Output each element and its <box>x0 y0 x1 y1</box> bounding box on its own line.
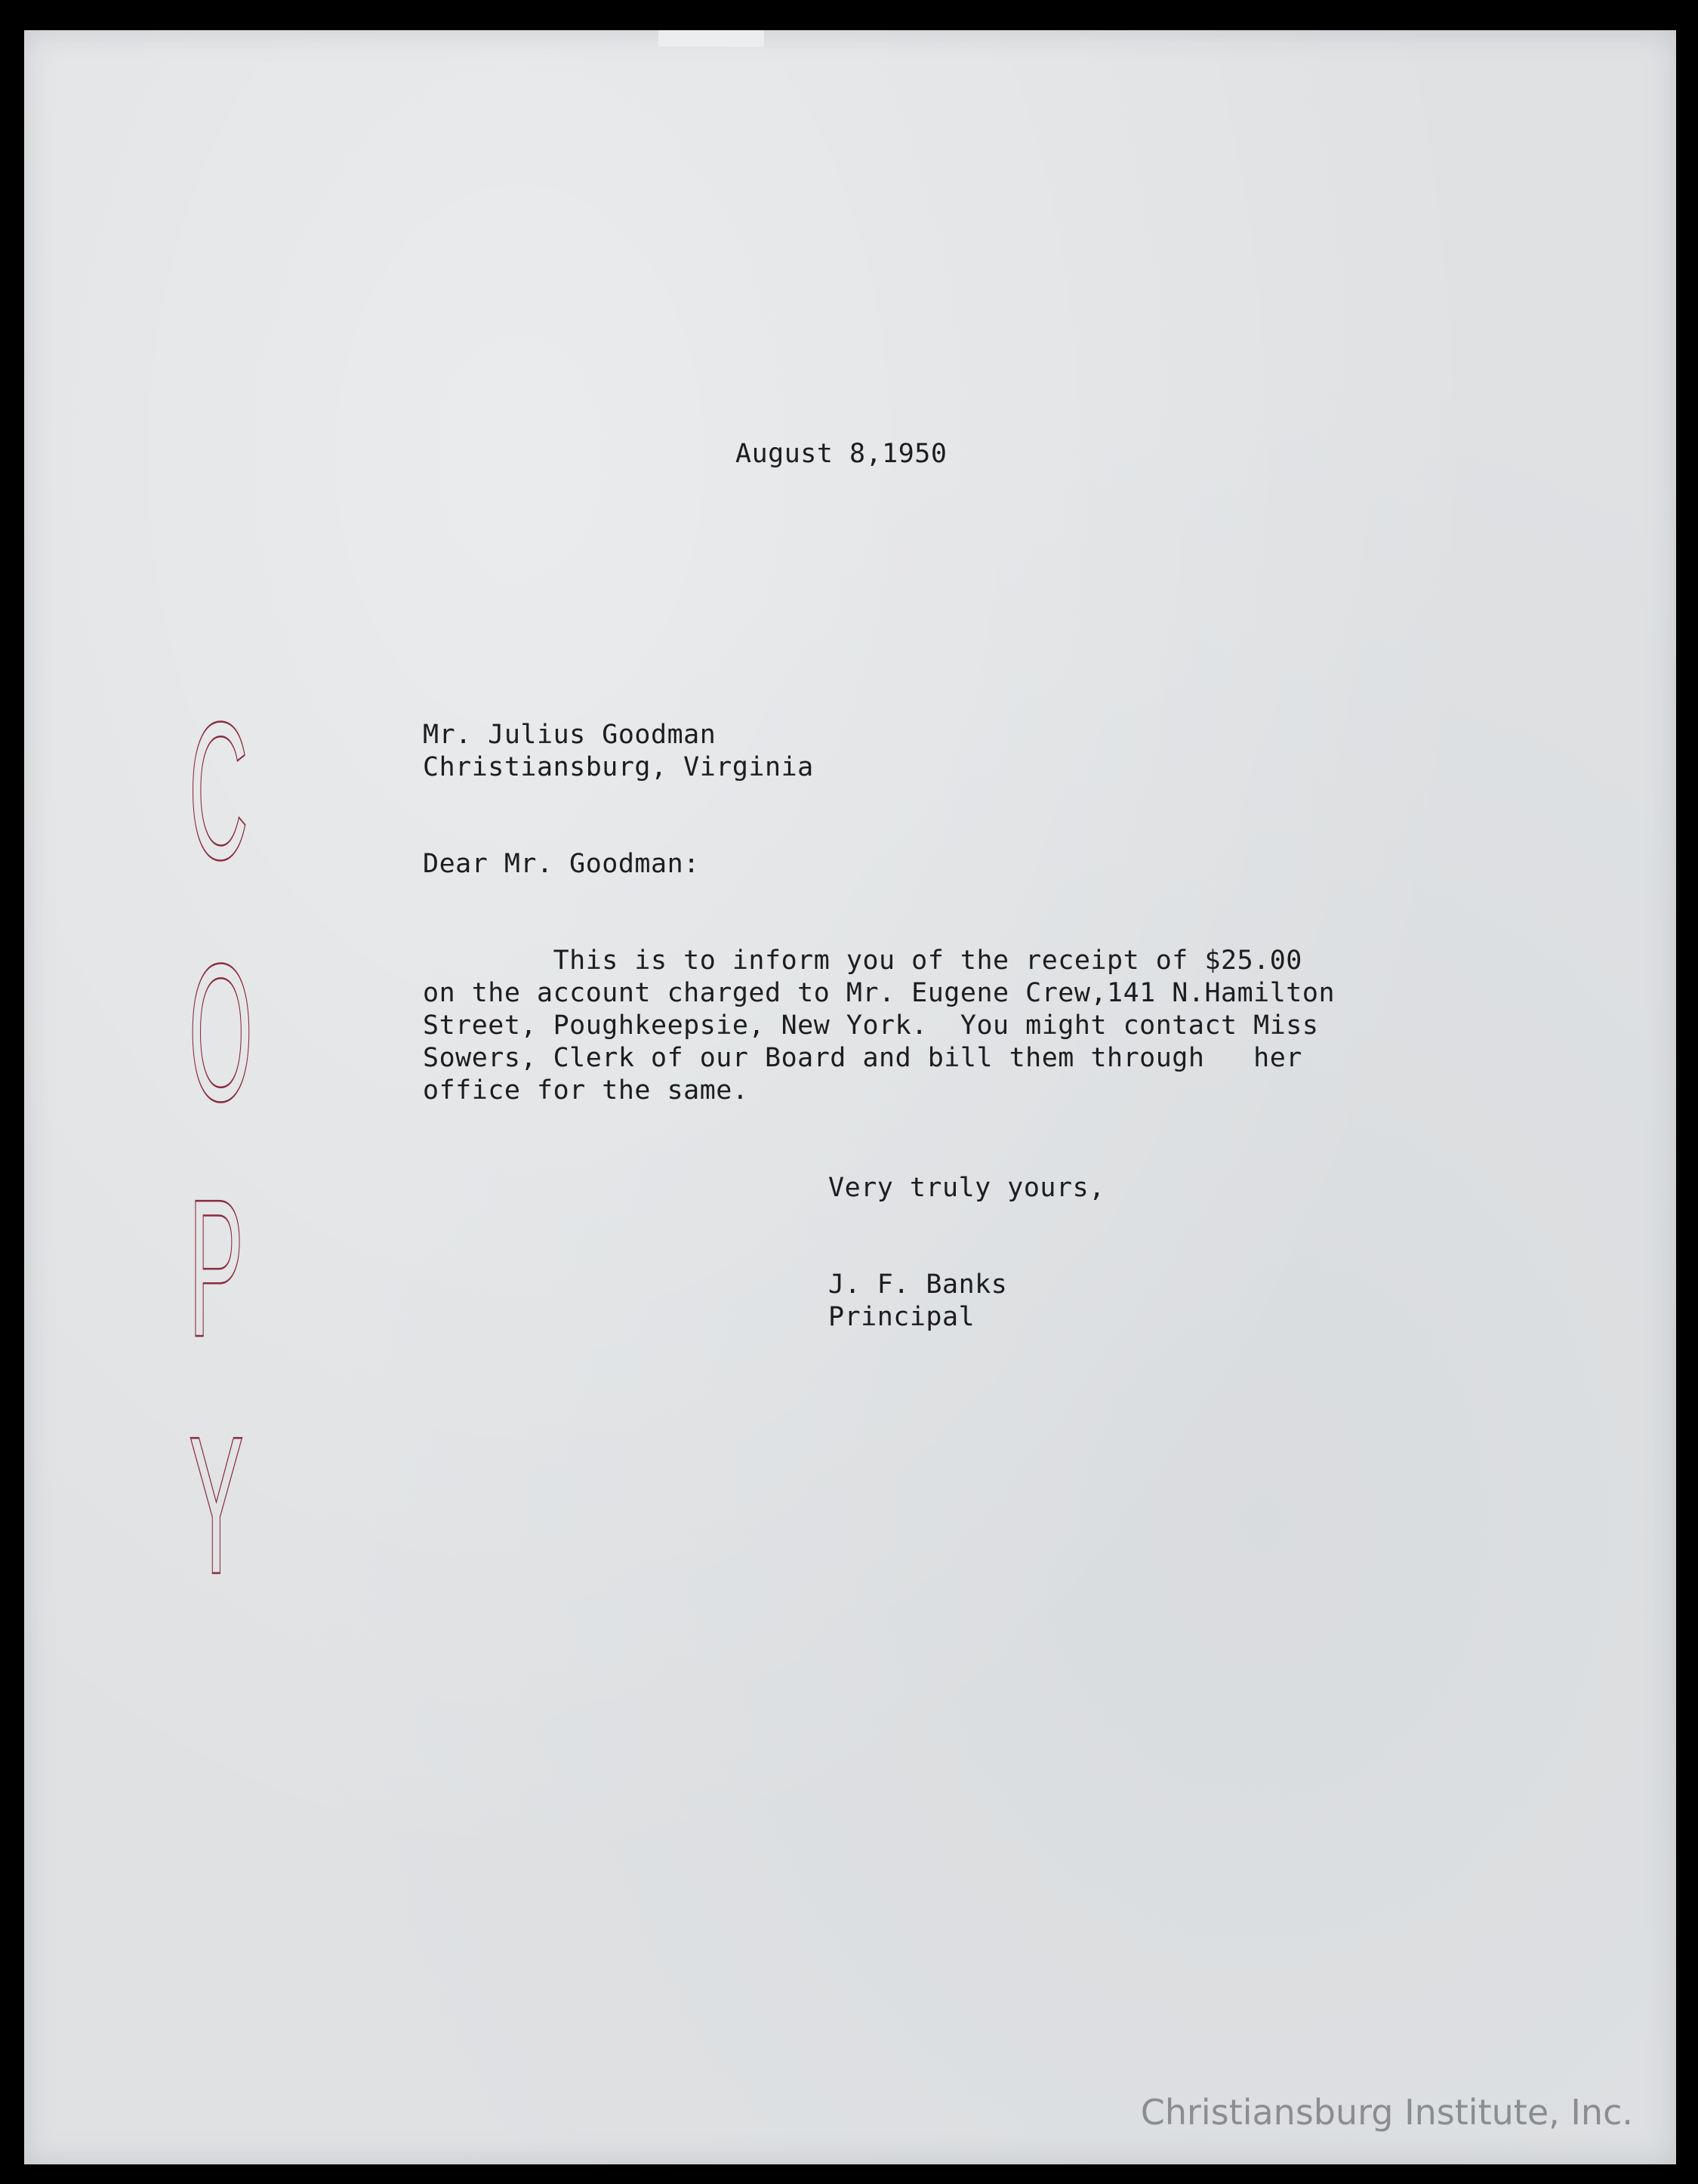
paper-tab-mark <box>658 30 764 47</box>
copy-stamp-letter: O <box>189 924 253 1143</box>
recipient-name: Mr. Julius Goodman <box>423 720 716 750</box>
body-line: Sowers, Clerk of our Board and bill them through her <box>423 1043 1302 1073</box>
salutation: Dear Mr. Goodman: <box>423 849 700 879</box>
copy-stamp <box>189 682 257 1615</box>
body-line: on the account charged to Mr. Eugene Crew,141 N.Hamilton <box>423 978 1336 1008</box>
recipient-location: Christiansburg, Virginia <box>423 752 814 782</box>
body-line: office for the same. <box>423 1075 749 1106</box>
body-line: Street, Poughkeepsie, New York. You might contact Miss <box>423 1010 1319 1041</box>
letter-paper <box>24 30 1676 2164</box>
signer-title: Principal <box>828 1302 975 1332</box>
copy-stamp-letter: C <box>189 682 248 901</box>
closing: Very truly yours, <box>828 1173 1105 1203</box>
copy-stamp-letter: P <box>189 1159 244 1378</box>
archive-watermark: Christiansburg Institute, Inc. <box>1140 2092 1633 2133</box>
letter-date: August 8,1950 <box>735 439 948 469</box>
body-line: This is to inform you of the receipt of $25.00 <box>423 945 1302 976</box>
copy-stamp-letter: Y <box>189 1396 244 1615</box>
signer-name: J. F. Banks <box>828 1269 1008 1300</box>
